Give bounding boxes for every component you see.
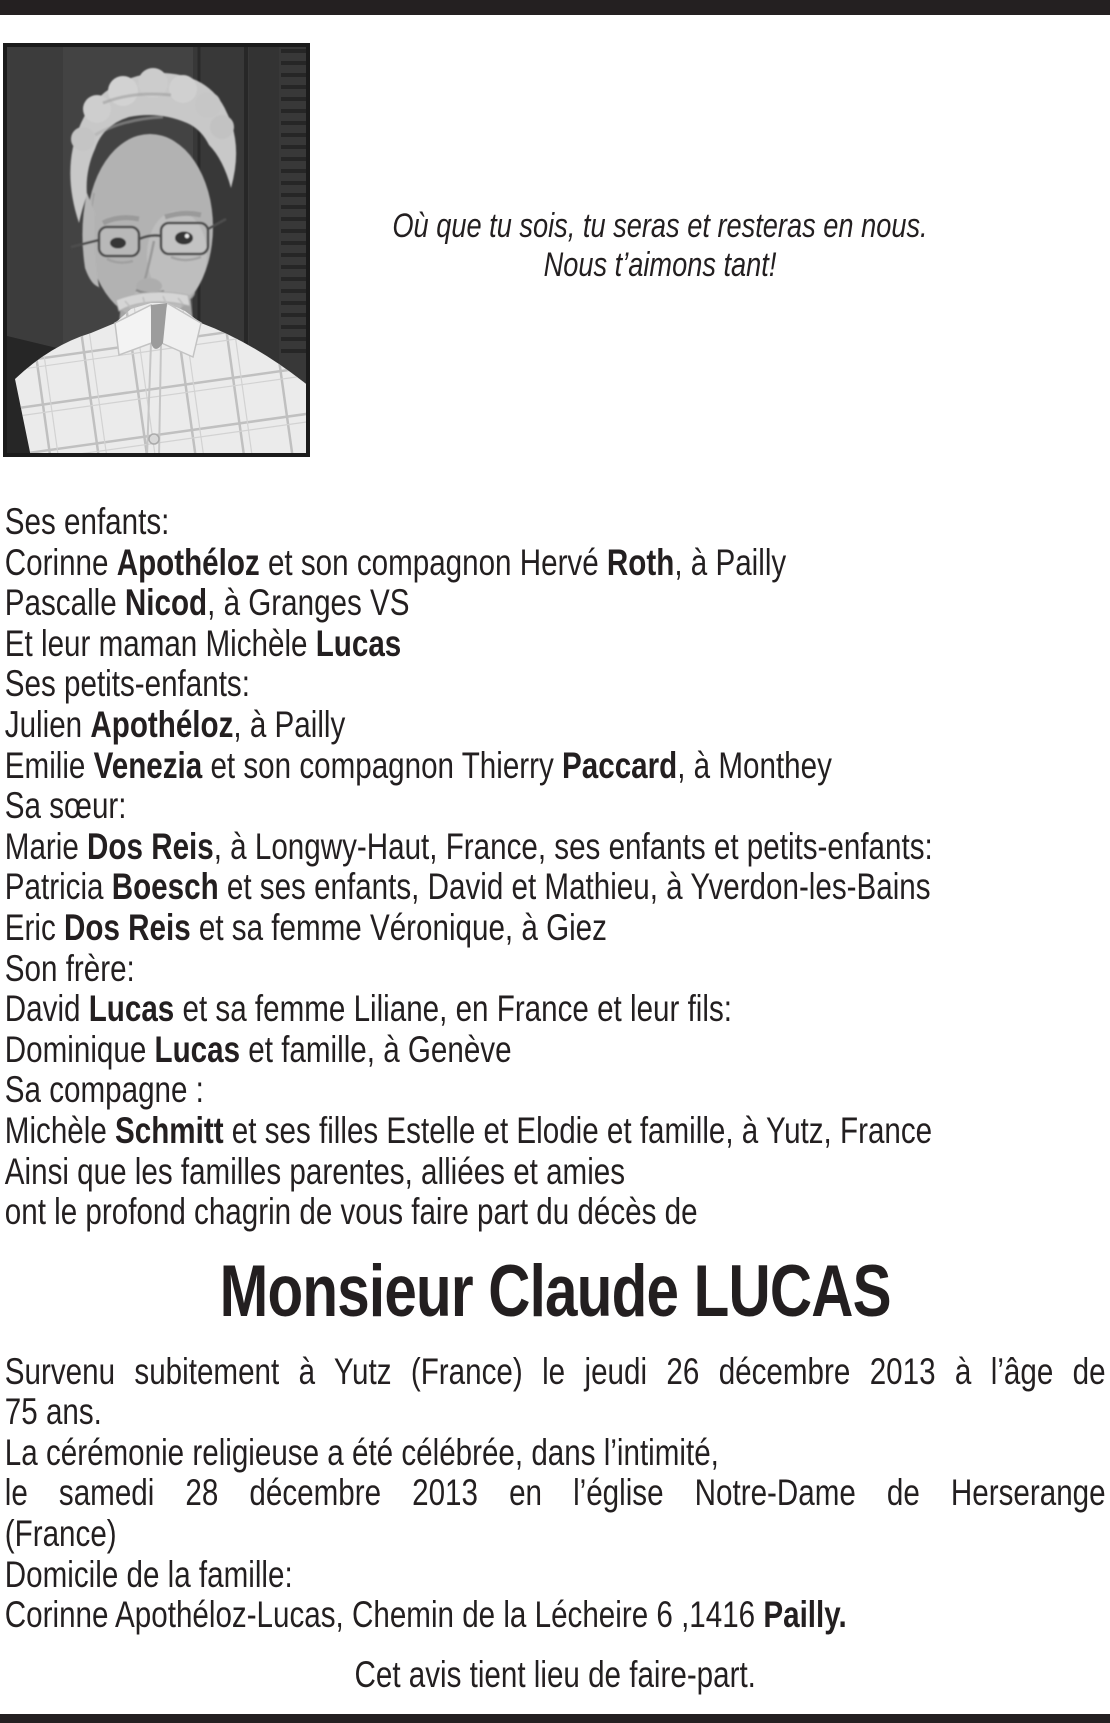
text-line (5, 583, 1106, 624)
bold-name: Dos Reis (64, 906, 191, 948)
text-segment: , à Monthey (677, 744, 832, 786)
text-segment: Et leur maman Michèle (4, 622, 316, 664)
text-segment: Marie (4, 825, 88, 867)
text-line (5, 705, 1106, 746)
text-segment: et sa femme Véronique, à Giez (190, 906, 607, 948)
text-line (5, 746, 1106, 787)
text-line (5, 624, 1106, 665)
bold-name: Pailly. (763, 1594, 847, 1636)
text-line (5, 543, 1106, 584)
text-segment: Julien (4, 703, 91, 745)
text-segment: Ses petits-enfants: (4, 663, 250, 705)
text-line (5, 1030, 1106, 1071)
text-segment: Patricia (4, 866, 112, 908)
text-segment: , à Pailly (674, 541, 787, 583)
text-segment: Sa sœur: (4, 785, 127, 827)
text-segment: le samedi 28 décembre 2013 en l’église Notre-Dame de Herserange (4, 1473, 1106, 1514)
text-line (5, 989, 1106, 1030)
bold-name: Venezia (93, 744, 203, 786)
death-notice-text (5, 1352, 1106, 1636)
bold-name: Lucas (154, 1028, 241, 1070)
text-segment: Ses enfants: (4, 501, 170, 542)
text-line (5, 1392, 1106, 1433)
text-segment: , à Granges VS (207, 582, 410, 624)
text-line (5, 502, 1106, 543)
bold-name: Schmitt (115, 1109, 224, 1151)
text-segment: et son compagnon Hervé (259, 541, 607, 583)
text-line (5, 664, 1106, 705)
text-line (5, 1433, 1106, 1474)
text-segment: , à Pailly (233, 703, 346, 745)
family-list (5, 502, 1106, 1233)
text-line (5, 786, 1106, 827)
text-segment: Sa compagne : (4, 1069, 204, 1111)
text-line (5, 827, 1106, 868)
text-line (5, 1473, 1106, 1514)
text-segment: Michèle (4, 1109, 116, 1151)
text-segment: Survenu subitement à Yutz (France) le jeudi 26 décembre 2013 à l’âge de (4, 1351, 1106, 1392)
portrait-photo-illustration (3, 43, 310, 457)
text-line (5, 867, 1106, 908)
text-line (5, 949, 1106, 990)
bold-name: Lucas (315, 622, 402, 664)
portrait-photo (3, 43, 310, 457)
memorial-quote-line: Nous t’aimons tant! (543, 246, 777, 284)
text-segment: ont le profond chagrin de vous faire part du décès de (4, 1191, 698, 1233)
text-segment: et son compagnon Thierry (202, 744, 563, 786)
text-segment: Domicile de la famille: (4, 1553, 293, 1595)
text-segment: (France) (4, 1513, 117, 1555)
text-line (5, 1111, 1106, 1152)
text-line (5, 1555, 1106, 1596)
text-segment: et sa femme Liliane, en France et leur fils: (174, 988, 732, 1030)
text-segment: Corinne (4, 541, 117, 583)
text-segment: et ses filles Estelle et Elodie et famille, à Yutz, France (223, 1109, 933, 1151)
text-line (5, 1192, 1106, 1233)
text-segment: Ainsi que les familles parentes, alliées et amies (4, 1150, 626, 1192)
top-border-bar (0, 0, 1110, 15)
text-segment: Eric (4, 906, 65, 948)
text-line (5, 1070, 1106, 1111)
text-line (5, 1352, 1106, 1393)
text-segment: La cérémonie religieuse a été célébrée, dans l’intimité, (4, 1431, 719, 1473)
bold-name: Boesch (111, 866, 219, 908)
notice-body (0, 502, 1110, 1695)
text-line (5, 1152, 1106, 1193)
text-segment: Corinne Apothéloz-Lucas, Chemin de la Lécheire 6 ,1416 (4, 1594, 764, 1636)
text-segment: 75 ans. (4, 1391, 102, 1433)
text-segment: Dominique (4, 1028, 155, 1070)
bold-name: Roth (606, 541, 675, 583)
closing-note: Cet avis tient lieu de faire-part. (354, 1653, 756, 1695)
bold-name: Dos Reis (87, 825, 214, 867)
memorial-quote (340, 207, 980, 285)
text-line (5, 908, 1106, 949)
text-line (5, 1514, 1106, 1555)
text-line (5, 1595, 1106, 1636)
deceased-name-title: Monsieur Claude LUCAS (219, 1250, 891, 1332)
text-segment: , à Longwy-Haut, France, ses enfants et petits-enfants: (213, 825, 933, 867)
bold-name: Apothéloz (90, 703, 234, 745)
bold-name: Paccard (562, 744, 678, 786)
text-segment: Son frère: (4, 947, 135, 989)
bottom-border-bar (0, 1714, 1110, 1723)
text-segment: et ses enfants, David et Mathieu, à Yverdon-les-Bains (218, 866, 931, 908)
bold-name: Lucas (88, 988, 175, 1030)
text-segment: David (4, 988, 89, 1030)
bold-name: Apothéloz (116, 541, 260, 583)
memorial-quote-line: Où que tu sois, tu seras et resteras en nous. (392, 207, 928, 245)
text-segment: Emilie (4, 744, 94, 786)
text-segment: Pascalle (4, 582, 125, 624)
bold-name: Nicod (124, 582, 208, 624)
text-segment: et famille, à Genève (240, 1028, 512, 1070)
